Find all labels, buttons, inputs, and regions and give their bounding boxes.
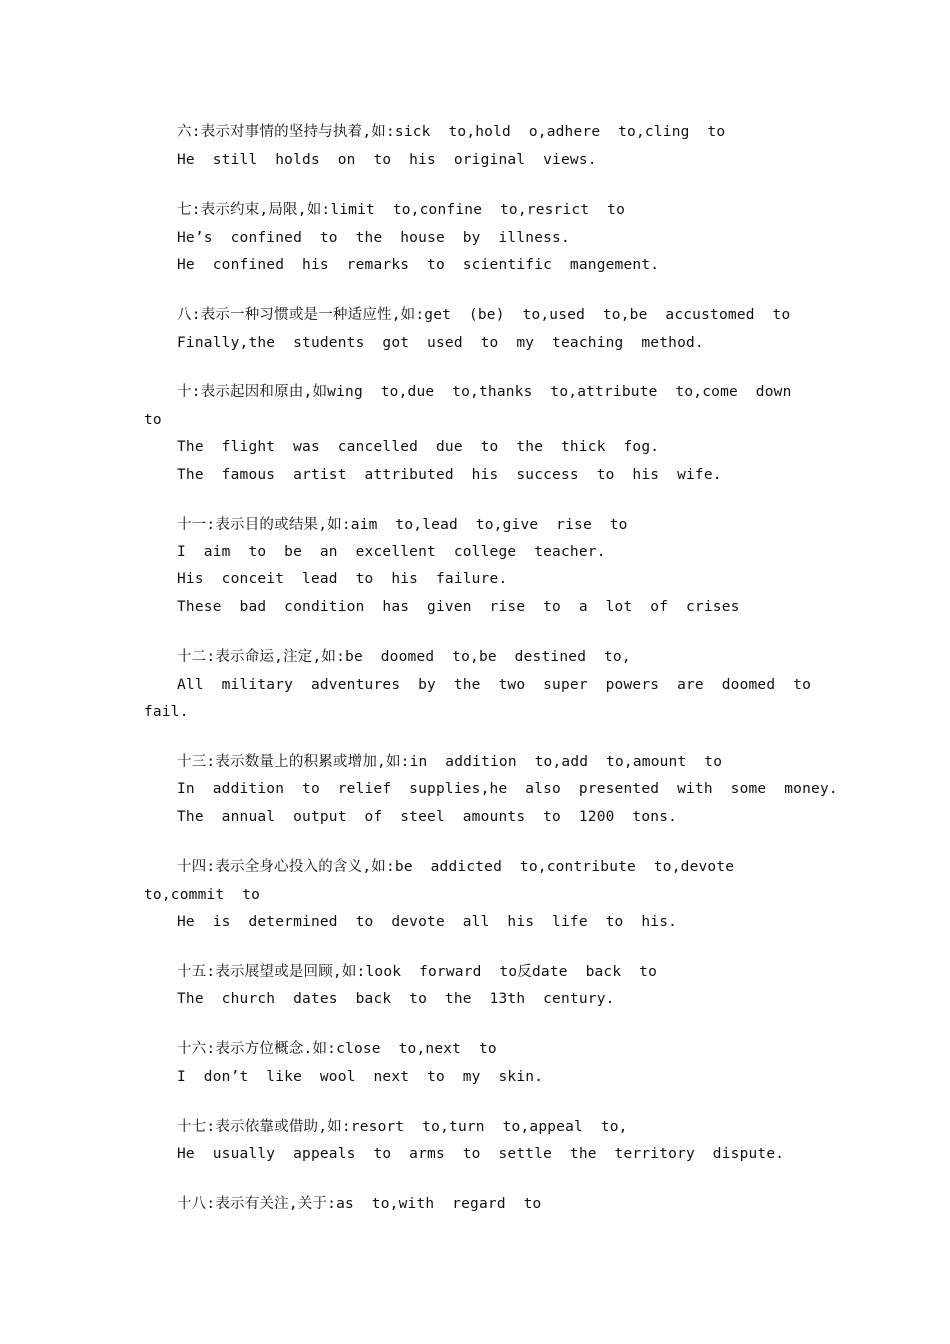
section-12-example-wrap: fail. bbox=[144, 704, 189, 720]
section-8-heading: 八:表示一种习惯或是一种适应性,如:get (be) to,used to,be accustomed to bbox=[177, 307, 791, 323]
section-16-heading: 十六:表示方位概念.如:close to,next to bbox=[177, 1041, 497, 1057]
section-7-example: He’s confined to the house by illness. bbox=[177, 230, 570, 246]
section-10-heading: 十:表示起因和原由,如wing to,due to,thanks to,attribute to,come down bbox=[177, 384, 792, 400]
section-14-example: He is determined to devote all his life to his. bbox=[177, 914, 678, 930]
section-6-example: He still holds on to his original views. bbox=[177, 152, 597, 168]
section-11-example: These bad condition has given rise to a lot of crises bbox=[177, 599, 740, 615]
section-8-example: Finally,the students got used to my teaching method. bbox=[177, 335, 704, 351]
section-18-heading: 十八:表示有关注,关于:as to,with regard to bbox=[177, 1196, 542, 1212]
section-7-example: He confined his remarks to scientific mangement. bbox=[177, 257, 660, 273]
section-14-heading: 十四:表示全身心投入的含义,如:be addicted to,contribute to,devote bbox=[177, 859, 735, 875]
section-15-heading: 十五:表示展望或是回顾,如:look forward to反date back to bbox=[177, 964, 658, 980]
section-12-example: All military adventures by the two super powers are doomed to bbox=[177, 677, 812, 693]
section-12-heading: 十二:表示命运,注定,如:be doomed to,be destined to, bbox=[177, 649, 631, 665]
section-10-example: The flight was cancelled due to the thick fog. bbox=[177, 439, 660, 455]
section-13-example: The annual output of steel amounts to 1200 tons. bbox=[177, 809, 678, 825]
section-13-heading: 十三:表示数量上的积累或增加,如:in addition to,add to,amount to bbox=[177, 754, 723, 770]
section-7-heading: 七:表示约束,局限,如:limit to,confine to,resrict to bbox=[177, 202, 625, 218]
section-11-heading: 十一:表示目的或结果,如:aim to,lead to,give rise to bbox=[177, 517, 628, 533]
section-11-example: I aim to be an excellent college teacher. bbox=[177, 544, 606, 560]
section-14-heading-wrap: to,commit to bbox=[144, 887, 261, 903]
section-13-example: In addition to relief supplies,he also presented with some money. bbox=[177, 781, 838, 797]
section-6-heading: 六:表示对事情的坚持与执着,如:sick to,hold o,adhere to,cling to bbox=[177, 124, 726, 140]
section-10-example: The famous artist attributed his success to his wife. bbox=[177, 467, 722, 483]
section-10-heading-wrap: to bbox=[144, 412, 162, 428]
section-17-example: He usually appeals to arms to settle the territory dispute. bbox=[177, 1146, 785, 1162]
section-17-heading: 十七:表示依靠或借助,如:resort to,turn to,appeal to, bbox=[177, 1119, 628, 1135]
section-15-example: The church dates back to the 13th century. bbox=[177, 991, 615, 1007]
section-11-example: His conceit lead to his failure. bbox=[177, 571, 508, 587]
section-16-example: I don’t like wool next to my skin. bbox=[177, 1069, 544, 1085]
